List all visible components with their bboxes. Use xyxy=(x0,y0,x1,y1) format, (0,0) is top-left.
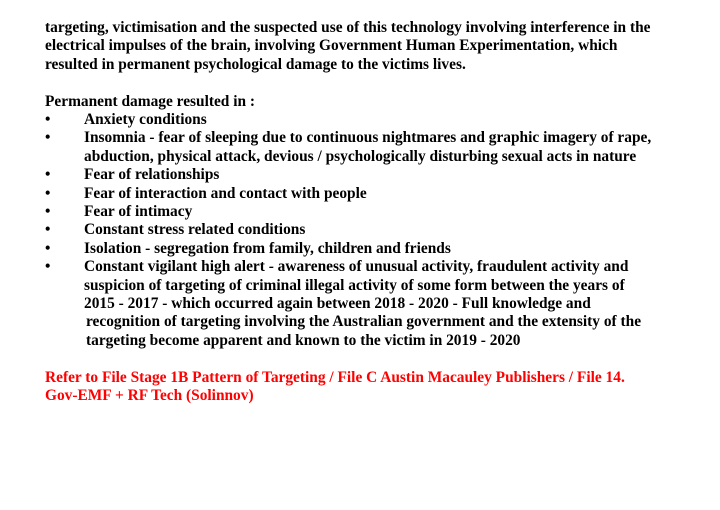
bullet-icon: • xyxy=(45,239,51,257)
damage-heading: Permanent damage resulted in : xyxy=(45,92,256,110)
document-body xyxy=(45,19,710,406)
intro-line: resulted in permanent psychological damage to the victims lives. xyxy=(45,55,466,73)
list-item-text: Constant vigilant high alert - awareness of unusual activity, fraudulent activity and xyxy=(84,258,629,276)
bullet-icon: • xyxy=(45,258,51,276)
paragraph-gap xyxy=(45,74,710,92)
list-item-text: Isolation - segregation from family, children and friends xyxy=(84,239,451,257)
list-item-text: Fear of intimacy xyxy=(84,203,193,221)
list-item-text: Anxiety conditions xyxy=(84,111,207,129)
intro-line: targeting, victimisation and the suspected use of this technology involving interference in the xyxy=(45,19,651,36)
list-item-text: targeting become apparent and known to the victim in 2019 - 2020 xyxy=(86,331,521,349)
list-item-text: Fear of interaction and contact with people xyxy=(84,184,367,202)
list-item-text: Constant stress related conditions xyxy=(84,221,306,239)
bullet-icon: • xyxy=(45,111,51,129)
intro-line: electrical impulses of the brain, involving Government Human Experimentation, which xyxy=(45,37,618,55)
list-item xyxy=(45,203,710,221)
bullet-icon: • xyxy=(45,129,51,147)
list-item-text: recognition of targeting involving the Australian government and the extensity of the xyxy=(86,313,642,331)
bullet-icon: • xyxy=(45,184,51,202)
bullet-icon: • xyxy=(45,166,51,184)
reference-line: Gov-EMF + RF Tech (Solinnov) xyxy=(45,387,254,405)
list-item xyxy=(45,185,710,203)
reference-paragraph xyxy=(45,369,710,406)
list-item-text: Insomnia - fear of sleeping due to continuous nightmares and graphic imagery of rape, xyxy=(84,129,652,147)
list-item xyxy=(45,258,710,350)
list-item-text: suspicion of targeting of criminal illegal activity of some form between the years of xyxy=(84,276,625,294)
reference-line: Refer to File Stage 1B Pattern of Targeting / File C Austin Macauley Publishers / File 14. xyxy=(45,368,625,386)
list-item-text: abduction, physical attack, devious / psychologically disturbing sexual acts in nature xyxy=(84,147,637,165)
list-item xyxy=(45,111,710,129)
damage-list xyxy=(45,111,710,350)
bullet-icon: • xyxy=(45,221,51,239)
list-item-text: Fear of relationships xyxy=(84,166,220,184)
list-item xyxy=(45,166,710,184)
list-item xyxy=(45,129,710,166)
list-item-text: 2015 - 2017 - which occurred again between 2018 - 2020 - Full knowledge and xyxy=(84,295,591,313)
list-item xyxy=(45,240,710,258)
list-item xyxy=(45,221,710,239)
paragraph-gap xyxy=(45,350,710,368)
bullet-icon: • xyxy=(45,203,51,221)
intro-paragraph xyxy=(45,19,710,74)
